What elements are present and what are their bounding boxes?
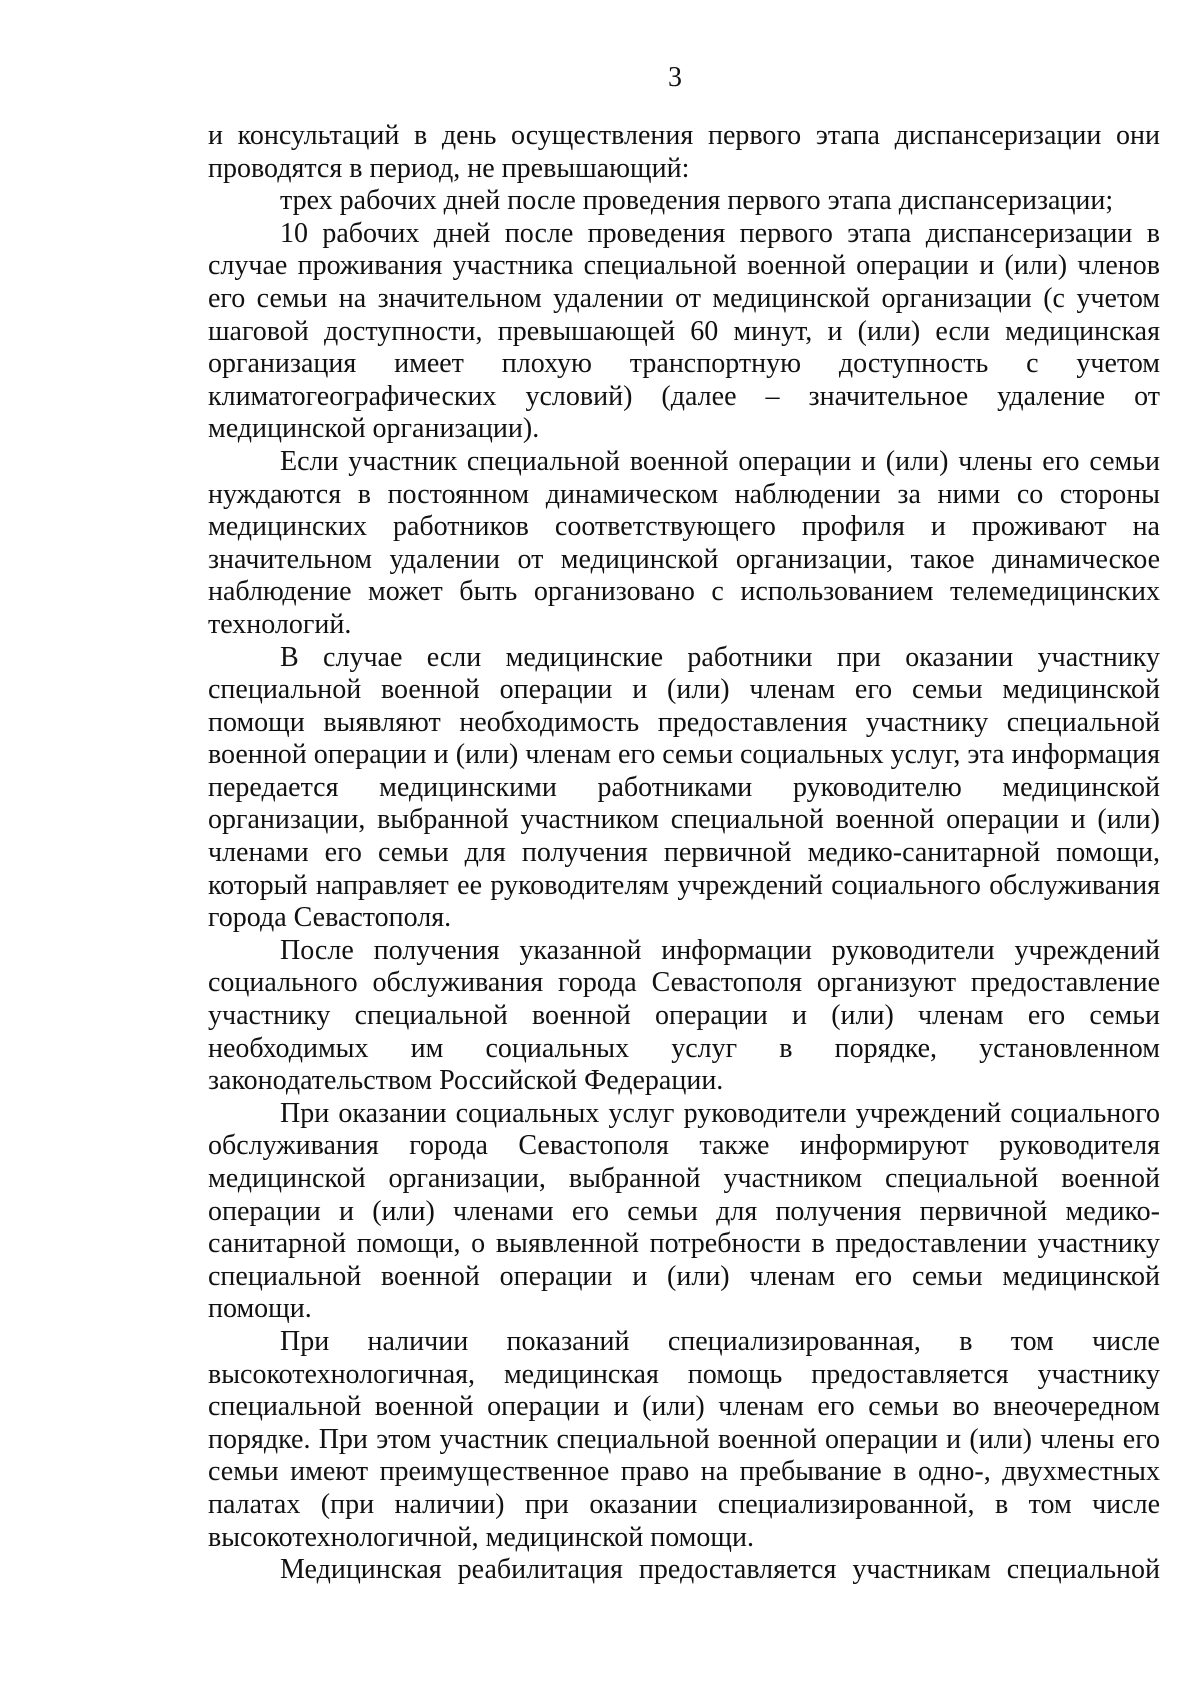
paragraph-continues-next-page: Медицинская реабилитация предоставляется участникам специальной	[280, 1554, 1160, 1586]
paragraph: При оказании социальных услуг руководители учреждений социального обслуживания города Севастополя также информируют руководителя медицинской организации, выбранной участником специальной военной операции и (или) членами его семьи для получения первичной медико-санитарной помощи, о выявленной потребности в предоставлении участнику специальной военной операции и (или) членам его семьи медицинской помощи.	[208, 1097, 1160, 1325]
page-number: 3	[668, 62, 682, 93]
paragraph: В случае если медицинские работники при оказании участнику специальной военной операции и (или) членам его семьи медицинской помощи выявляют необходимость предоставления участнику специальной военной операции и (или) членам его семьи социальных услуг, эта информация передается медицинскими работниками руководителю медицинской организации, выбранной участником специальной военной операции и (или) членами его семьи для получения первичной медико-санитарной помощи, который направляет ее руководителям учреждений социального обслуживания города Севастополя.	[208, 641, 1160, 934]
paragraph: 10 рабочих дней после проведения первого этапа диспансеризации в случае проживания участника специальной военной операции и (или) членов его семьи на значительном удалении от медицинской организации (с учетом шаговой доступности, превышающей 60 минут, и (или) если медицинская организация имеет плохую транспортную доступность с учетом климатогеографических условий) (далее – значительное удаление от медицинской организации).	[208, 217, 1160, 445]
paragraph: трех рабочих дней после проведения первого этапа диспансеризации;	[280, 185, 1114, 217]
paragraph: Если участник специальной военной операции и (или) члены его семьи нуждаются в постоянном динамическом наблюдении за ними со стороны медицинских работников соответствующего профиля и проживают на значительном удалении от медицинской организации, такое динамическое наблюдение может быть организовано с использованием телемедицинских технологий.	[208, 445, 1160, 640]
paragraph: При наличии показаний специализированная, в том числе высокотехнологичная, медицинская помощь предоставляется участнику специальной военной операции и (или) членам его семьи во внеочередном порядке. При этом участник специальной военной операции и (или) члены его семьи имеют преимущественное право на пребывание в одно-, двухместных палатах (при наличии) при оказании специализированной, в том числе высокотехнологичной, медицинской помощи.	[208, 1325, 1160, 1553]
paragraph-continuation: и консультаций в день осуществления первого этапа диспансеризации они проводятся в период, не превышающий:	[208, 120, 1160, 184]
paragraph: После получения указанной информации руководители учреждений социального обслуживания города Севастополя организуют предоставление участнику специальной военной операции и (или) членам его семьи необходимых им социальных услуг в порядке, установленном законодательством Российской Федерации.	[208, 934, 1160, 1097]
document-body	[208, 120, 1160, 1587]
